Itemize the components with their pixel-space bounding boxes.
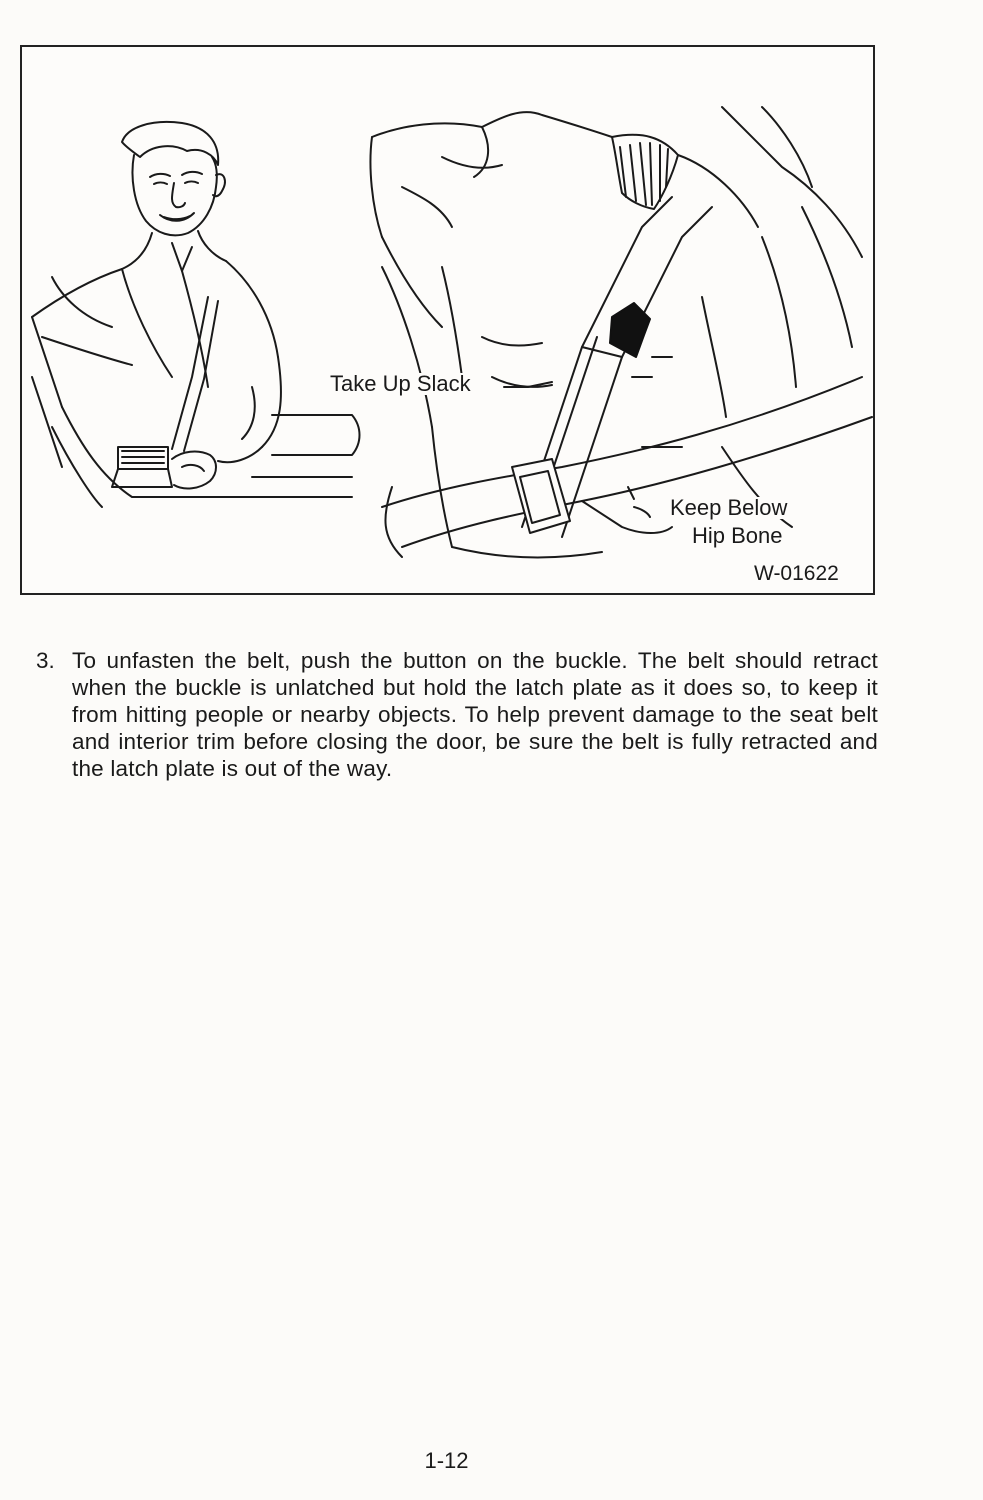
page-number: 1-12 (424, 1448, 469, 1473)
instruction-step (36, 647, 878, 782)
illustration-frame (20, 45, 875, 595)
man-fastening-belt-illustration (32, 122, 360, 507)
hip-bone-callout: Hip Bone (692, 523, 783, 548)
take-up-slack-callout: Take Up Slack (330, 371, 471, 396)
keep-below-callout: Keep Below (670, 495, 788, 520)
step-text: To unfasten the belt, push the button on the buckle. The belt should retract when the buckle is unlatched but hold the latch plate as it does so, to keep it from hitting people or nearby objects. To help prevent damage to the seat belt and interior trim before closing the door, be sure the belt is fully retracted and the latch plate is out of the way. (72, 648, 878, 781)
step-number: 3. (36, 648, 55, 673)
figure-id: W-01622 (754, 562, 839, 585)
